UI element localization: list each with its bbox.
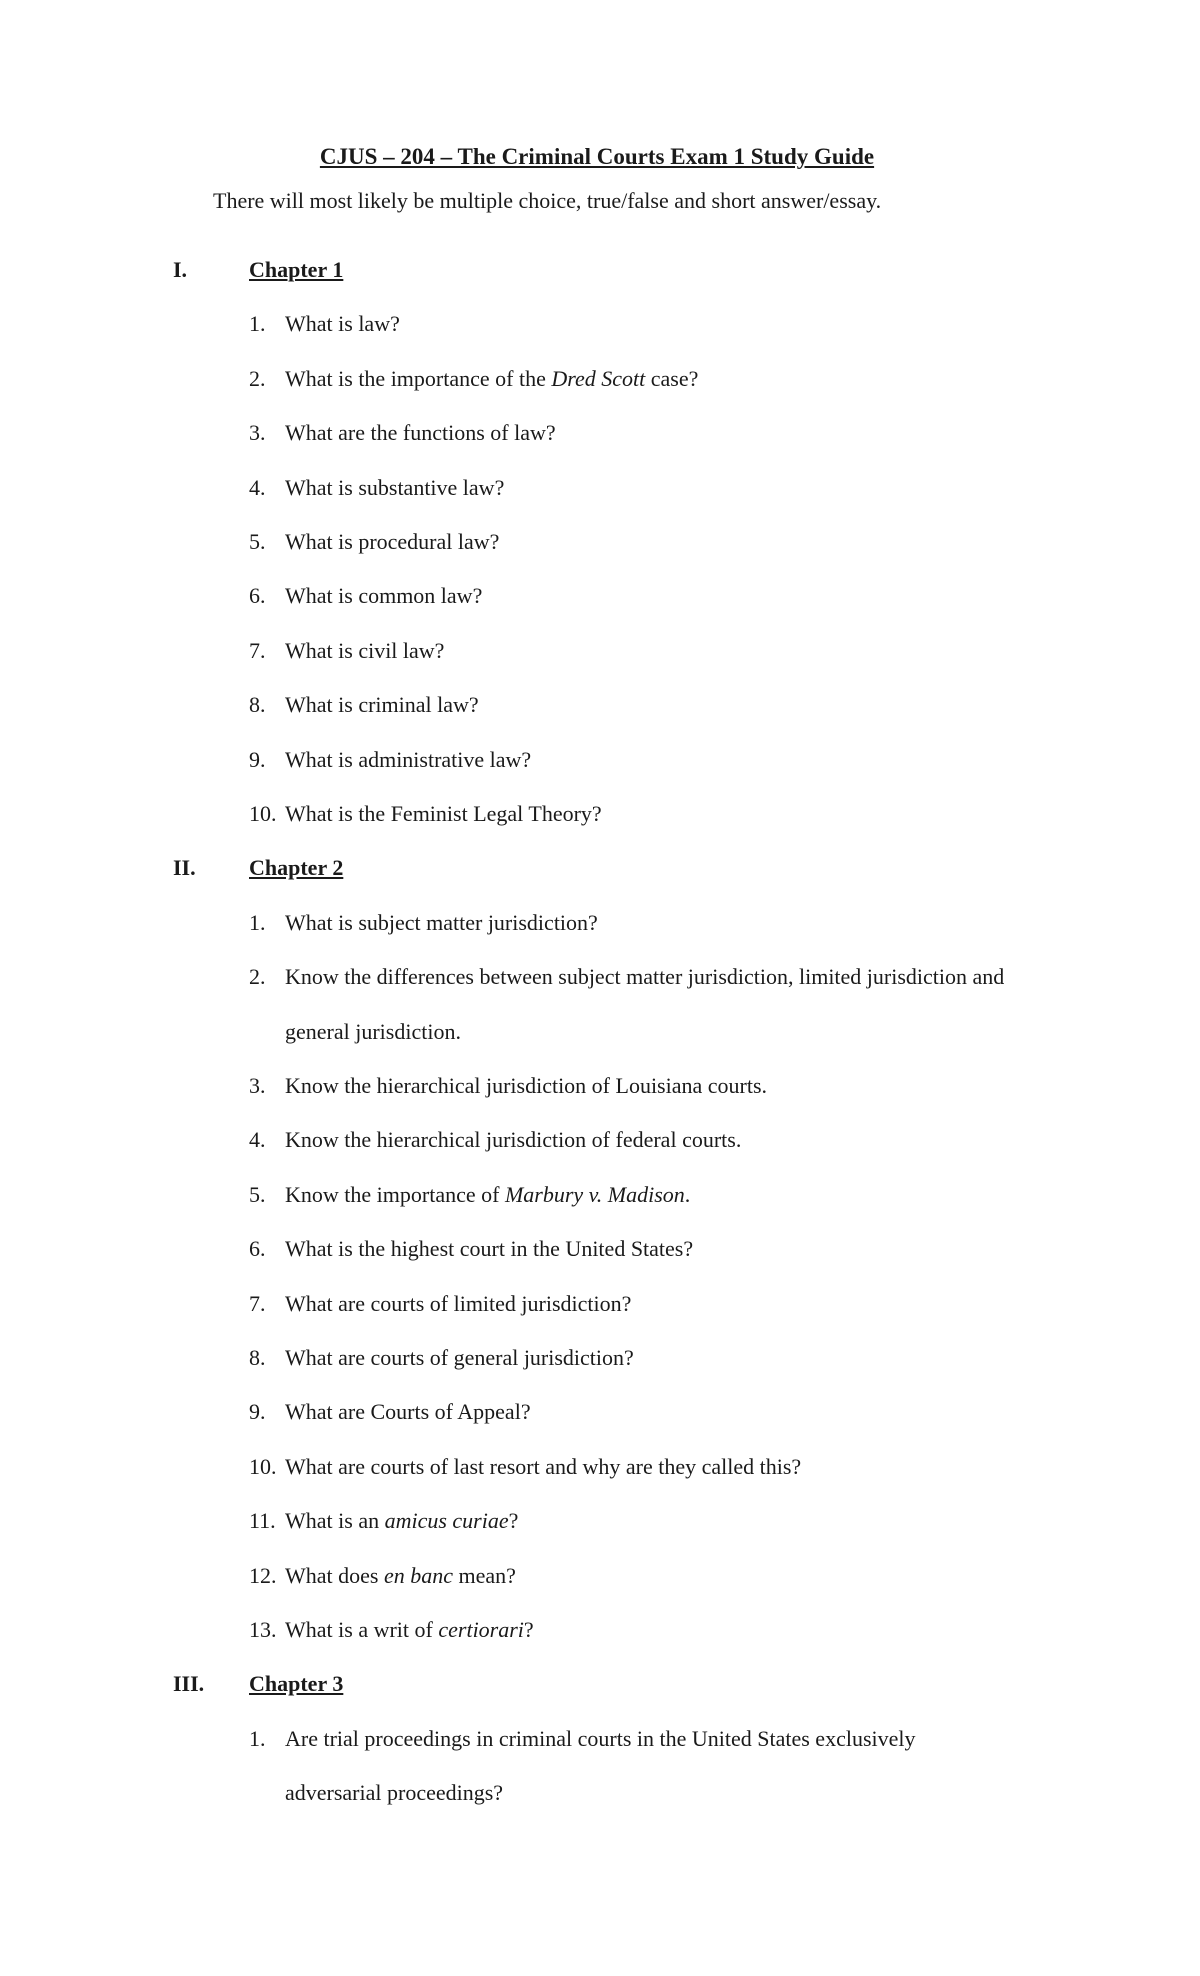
- question-text-part: What are Courts of Appeal?: [285, 1399, 531, 1425]
- question-text-part: case?: [645, 365, 699, 391]
- section-numeral: III.: [173, 1671, 205, 1697]
- question-text: [285, 1561, 516, 1591]
- question-number: 4.: [249, 474, 266, 500]
- question-text-part: What are courts of last resort and why are they called this?: [285, 1453, 802, 1479]
- question-text: [285, 690, 479, 720]
- document-title: [0, 142, 1200, 172]
- question-text: [285, 309, 400, 339]
- question-text: [285, 962, 1004, 992]
- italic-term: amicus curiae: [384, 1508, 509, 1534]
- question-text-part: What is criminal law?: [285, 692, 479, 718]
- question-text-part: What is the Feminist Legal Theory?: [285, 801, 602, 826]
- question-text: [285, 473, 504, 503]
- question-text-part: What are courts of limited jurisdiction?: [285, 1290, 632, 1316]
- question-text: [285, 581, 482, 611]
- question-text: [285, 1125, 741, 1155]
- question-text-part: What does: [285, 1562, 384, 1588]
- question-continuation: general jurisdiction.: [285, 1018, 461, 1044]
- question-number: 5.: [249, 529, 266, 554]
- question-number: 13.: [249, 1617, 277, 1642]
- italic-term: Marbury v. Madison: [504, 1181, 685, 1207]
- question-text: [285, 1343, 634, 1373]
- question-number: 11.: [249, 1508, 276, 1534]
- question-text-part: Know the importance of: [285, 1181, 505, 1207]
- question-text-part: What are the functions of law?: [285, 420, 556, 446]
- question-text: [285, 908, 598, 938]
- question-number: 9.: [249, 746, 266, 772]
- question-number: 7.: [249, 1290, 266, 1316]
- chapter-heading: Chapter 1: [249, 257, 344, 282]
- question-text-part: What is the importance of the: [285, 365, 552, 391]
- question-number: 3.: [249, 1073, 266, 1098]
- question-number: 10.: [249, 801, 277, 826]
- question-number: 6.: [249, 1236, 266, 1262]
- question-number: 1.: [249, 1725, 266, 1751]
- question-text-part: ?: [523, 1617, 534, 1642]
- italic-term: certiorari: [438, 1617, 524, 1642]
- question-text: [285, 1289, 631, 1319]
- question-text: [285, 1397, 531, 1427]
- question-text-part: What is the highest court in the United States?: [285, 1236, 694, 1262]
- question-number: 5.: [249, 1181, 266, 1207]
- question-number: 10.: [249, 1453, 277, 1479]
- chapter-heading: Chapter 2: [249, 855, 344, 881]
- italic-term: en banc: [383, 1562, 453, 1588]
- question-text-part: What is procedural law?: [285, 529, 500, 554]
- question-text-part: What is a writ of: [285, 1617, 439, 1642]
- question-number: 2.: [249, 365, 266, 391]
- question-number: 1.: [249, 311, 266, 337]
- question-text: [285, 1452, 801, 1482]
- question-number: 1.: [249, 909, 266, 935]
- question-text-part: What is civil law?: [285, 637, 445, 663]
- section-numeral: I.: [173, 257, 188, 282]
- question-text: [285, 364, 698, 394]
- question-text: [285, 1506, 518, 1536]
- question-text: [285, 636, 444, 666]
- question-number: 3.: [249, 420, 266, 446]
- question-number: 4.: [249, 1127, 266, 1153]
- question-text-part: Know the hierarchical jurisdiction of federal courts.: [285, 1127, 742, 1153]
- question-text-part: What is law?: [285, 311, 400, 337]
- question-number: 8.: [249, 692, 266, 718]
- question-text: [285, 527, 499, 557]
- intro-text: There will most likely be multiple choice, true/false and short answer/essay.: [213, 188, 882, 213]
- italic-term: Dred Scott: [551, 365, 646, 391]
- question-text-part: ?: [508, 1508, 519, 1534]
- question-text-part: Are trial proceedings in criminal courts in the United States exclusively: [285, 1725, 916, 1751]
- question-text-part: What is common law?: [285, 583, 483, 609]
- question-text-part: Know the differences between subject matter jurisdiction, limited jurisdiction and: [285, 964, 1005, 990]
- question-text: [285, 1234, 693, 1264]
- question-number: 6.: [249, 583, 266, 609]
- question-text: [285, 799, 602, 829]
- question-continuation: adversarial proceedings?: [285, 1780, 504, 1806]
- question-number: 12.: [249, 1562, 277, 1588]
- title-text: CJUS – 204 – The Criminal Courts Exam 1 Study Guide: [319, 144, 875, 169]
- question-text: [285, 1724, 916, 1754]
- question-text: [285, 1615, 534, 1645]
- question-text-part: .: [684, 1181, 691, 1207]
- question-text-part: What is subject matter jurisdiction?: [285, 909, 598, 935]
- question-text: [285, 418, 556, 448]
- question-text: [285, 1071, 767, 1101]
- question-text-part: What is substantive law?: [285, 474, 505, 500]
- question-number: 2.: [249, 964, 266, 990]
- question-text-part: What are courts of general jurisdiction?: [285, 1345, 634, 1370]
- question-text-part: What is administrative law?: [285, 746, 532, 772]
- question-text-part: What is an: [285, 1508, 385, 1534]
- question-number: 7.: [249, 637, 266, 663]
- question-number: 8.: [249, 1345, 266, 1370]
- question-text-part: mean?: [453, 1562, 516, 1588]
- question-number: 9.: [249, 1399, 266, 1425]
- section-numeral: II.: [173, 855, 196, 881]
- question-text: [285, 1180, 690, 1210]
- chapter-heading: Chapter 3: [249, 1671, 344, 1697]
- question-text: [285, 745, 531, 775]
- question-text-part: Know the hierarchical jurisdiction of Louisiana courts.: [285, 1073, 768, 1098]
